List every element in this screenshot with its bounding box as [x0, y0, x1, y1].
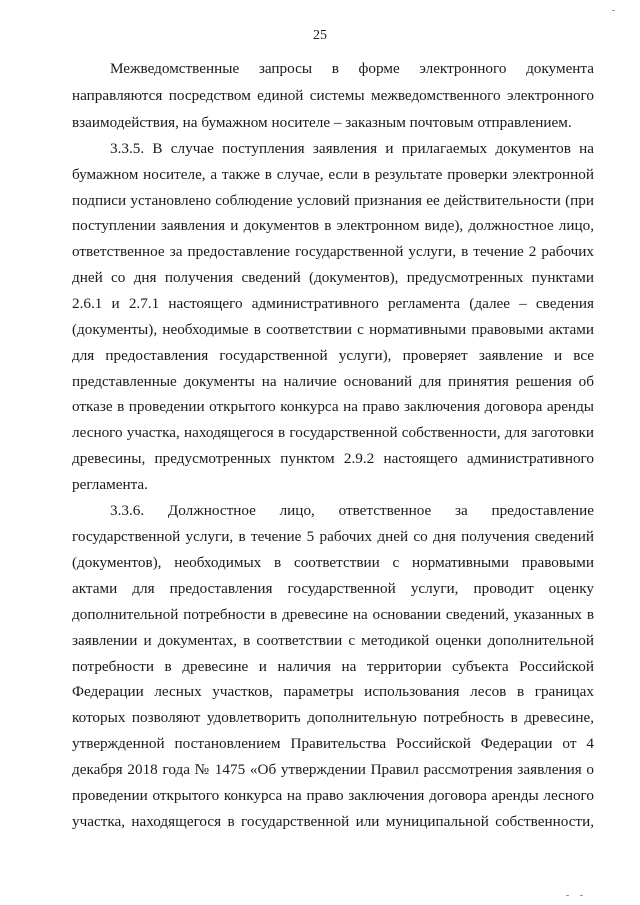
text-line: участка, находящегося в государственной или муниципальной собственности, — [72, 813, 594, 830]
text-line: (документов), необходимых в соответствии с нормативными правовыми — [72, 554, 594, 571]
text-line: взаимодействия, на бумажном носителе – заказным почтовым отправлением. — [72, 114, 572, 131]
text-line: актами для предоставления государственной услуги, проводит оценку — [72, 580, 594, 597]
text-line: древесины, предусмотренных пунктом 2.9.2 настоящего административного — [72, 450, 594, 467]
text-line: (документы), необходимые в соответствии с нормативными правовыми актами — [72, 321, 594, 338]
scan-mark — [566, 895, 569, 896]
scan-mark — [580, 895, 583, 896]
text-line: Федерации лесных участков, параметры использования лесов в границах — [72, 683, 594, 700]
text-line: регламента. — [72, 476, 148, 493]
text-line: дополнительной потребности в древесине на основании сведений, указанных в — [72, 606, 594, 623]
text-line: отказе в проведении открытого конкурса на право заключения договора аренды — [72, 398, 594, 415]
text-line: потребности в древесине и наличия на территории субъекта Российской — [72, 658, 594, 675]
text-line: ответственное за предоставление государственной услуги, в течение 2 рабочих — [72, 243, 594, 260]
text-line: государственной услуги, в течение 5 рабочих дней со дня получения сведений — [72, 528, 594, 545]
text-line: направляются посредством единой системы межведомственного электронного — [72, 87, 594, 104]
text-line: декабря 2018 года № 1475 «Об утверждении Правил рассмотрения заявления о — [72, 761, 594, 778]
text-line: 3.3.6. Должностное лицо, ответственное за предоставление — [110, 502, 594, 519]
text-line: проведении открытого конкурса на право заключения договора аренды лесного — [72, 787, 594, 804]
text-line: дней со дня получения сведений (документов), предусмотренных пунктами — [72, 269, 594, 286]
text-line: Межведомственные запросы в форме электронного документа — [110, 60, 594, 77]
page-number: 25 — [313, 28, 327, 43]
text-line: утвержденной постановлением Правительства Российской Федерации от 4 — [72, 735, 594, 752]
scan-mark — [612, 10, 615, 11]
text-line: для предоставления государственной услуги), проверяет заявление и все — [72, 347, 594, 364]
text-line: заявлении и документах, в соответствии с методикой оценки дополнительной — [72, 632, 594, 649]
text-line: 3.3.5. В случае поступления заявления и прилагаемых документов на — [110, 140, 594, 157]
text-line: бумажном носителе, а также в случае, если в результате проверки электронной — [72, 166, 594, 183]
text-line: 2.6.1 и 2.7.1 настоящего административного регламента (далее – сведения — [72, 295, 594, 312]
text-line: подписи установлено соблюдение условий признания ее действительности (при — [72, 192, 594, 209]
text-line: представленные документы на наличие оснований для принятия решения об — [72, 373, 594, 390]
text-line: которых позволяют удовлетворить дополнительную потребность в древесине, — [72, 709, 594, 726]
text-line: поступлении заявления и документов в электронном виде), должностное лицо, — [72, 217, 594, 234]
text-line: лесного участка, находящегося в государственной собственности, для заготовки — [72, 424, 594, 441]
